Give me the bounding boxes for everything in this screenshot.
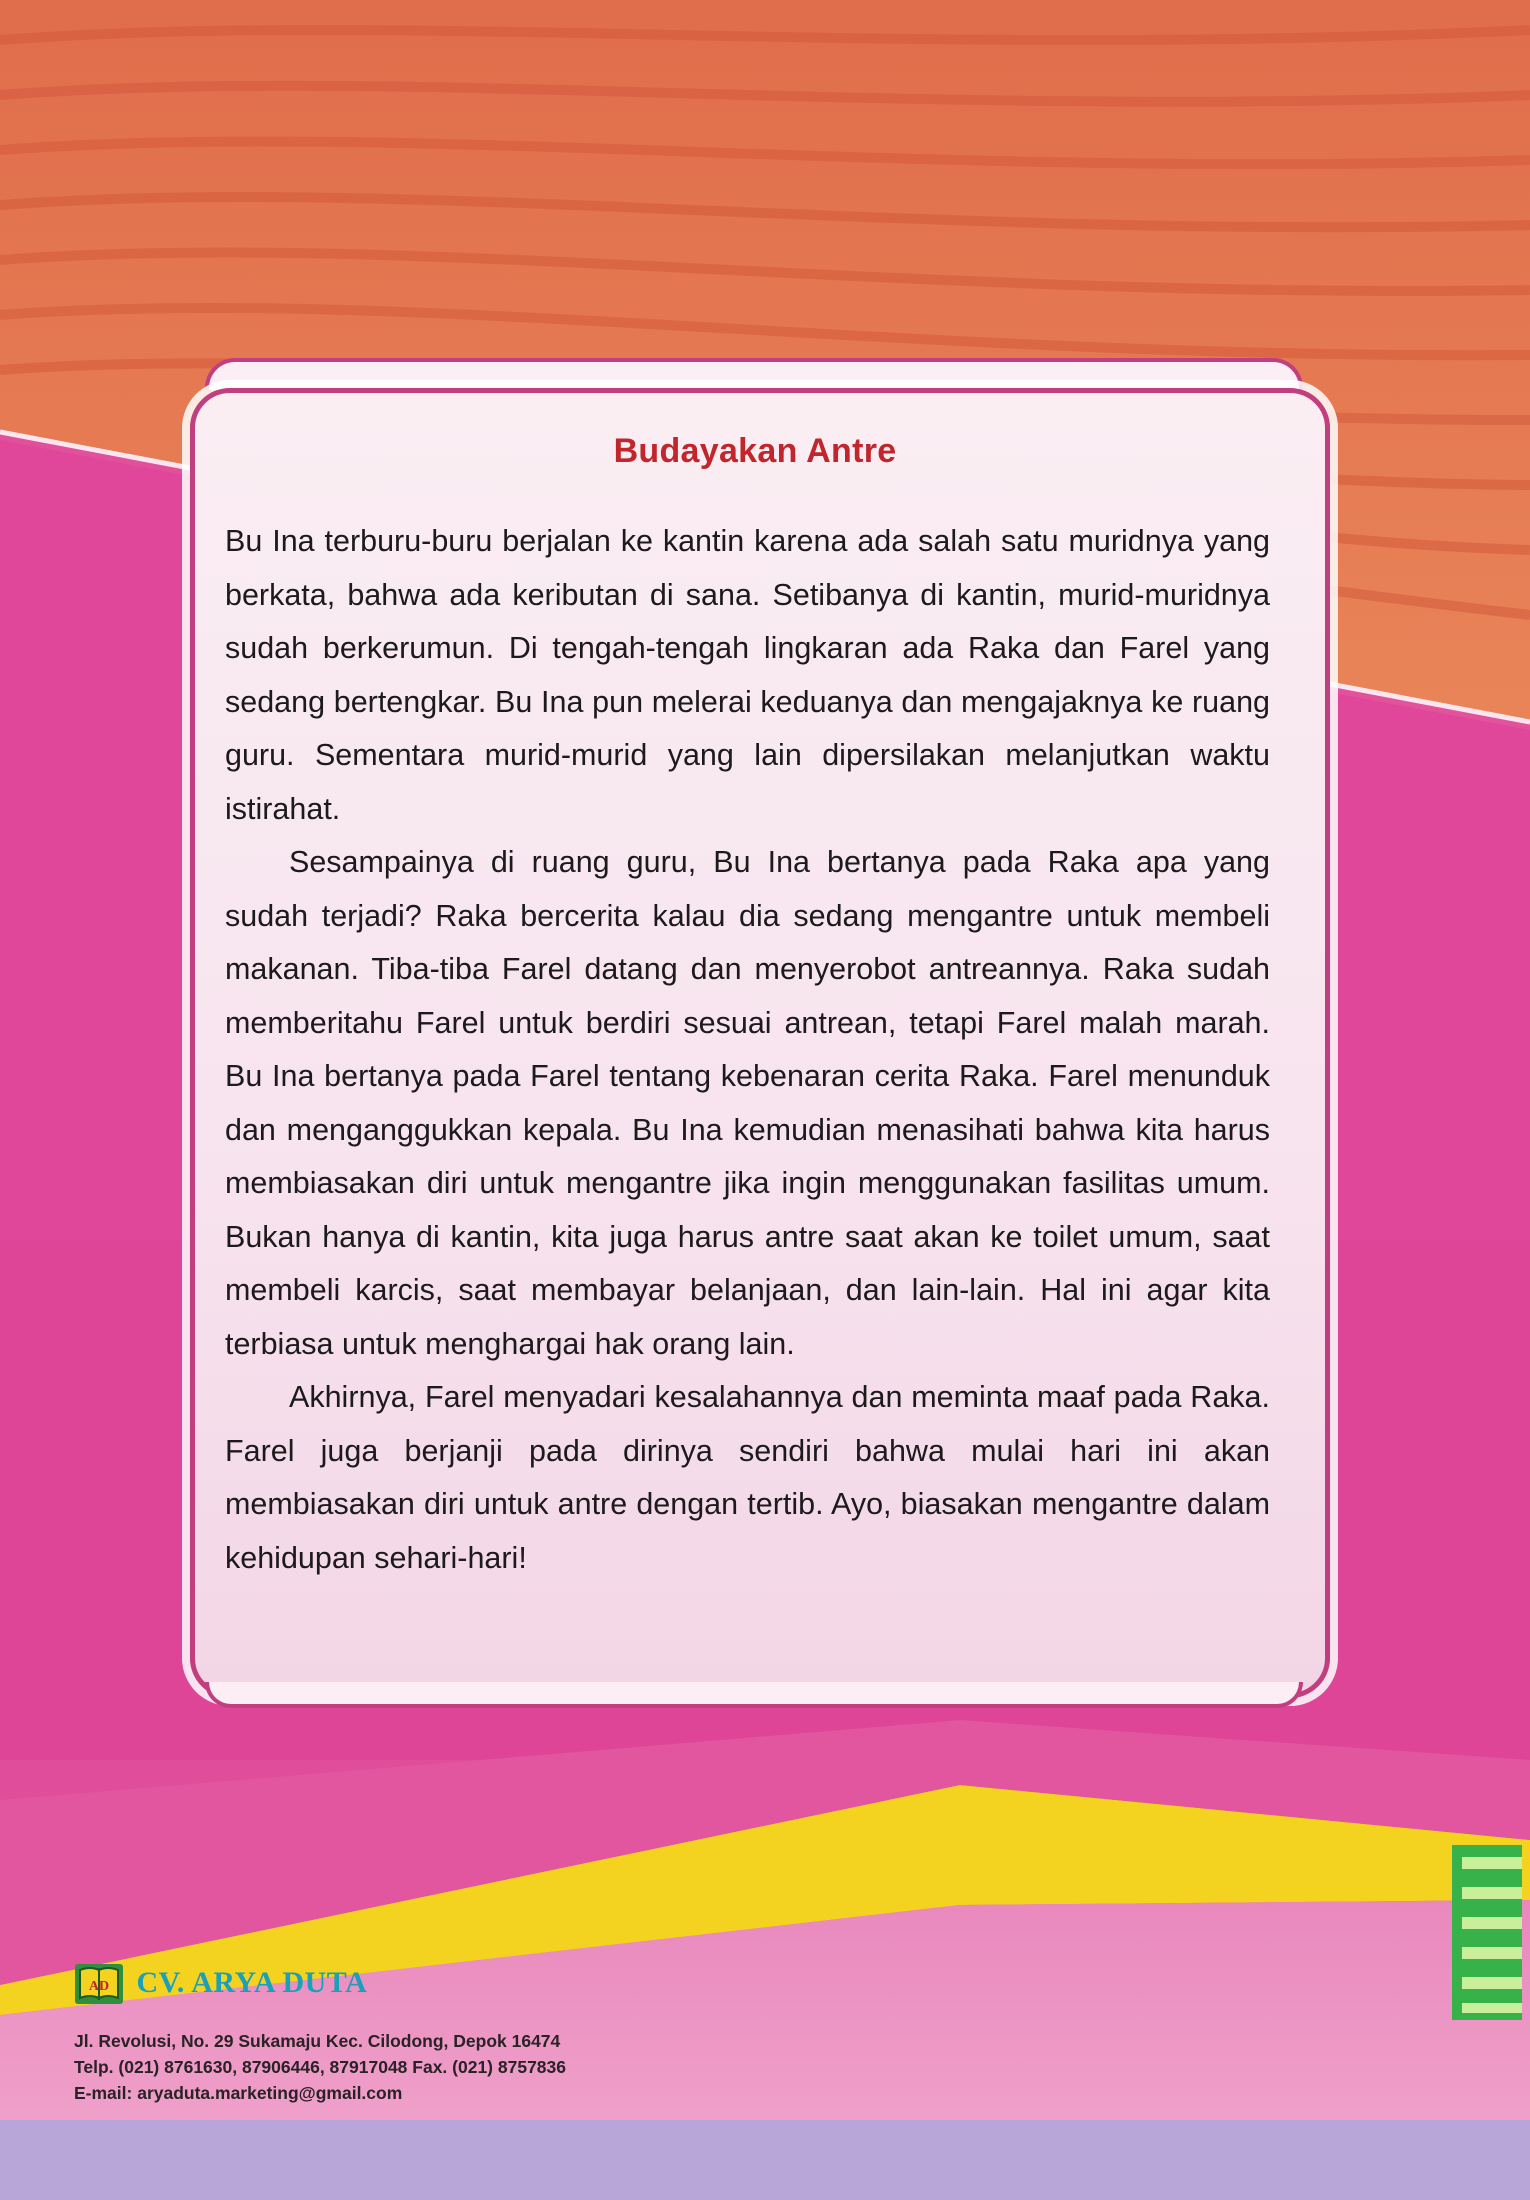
story-title: Budayakan Antre <box>613 432 897 470</box>
publisher-name: CV. ARYA DUTA <box>136 1966 368 1999</box>
publisher-email: E-mail: aryaduta.marketing@gmail.com <box>74 2083 403 2103</box>
publisher-logo-block <box>74 1960 367 2006</box>
green-edge-tab <box>1452 1845 1522 2020</box>
svg-text:AD: AD <box>88 1979 110 1994</box>
panel-top-rim <box>205 358 1303 390</box>
bottom-lavender-strip <box>0 2120 1530 2200</box>
story-body <box>225 515 1270 1585</box>
publisher-phone: Telp. (021) 8761630, 87906446, 87917048 Fax. (021) 8757836 <box>74 2057 566 2077</box>
publisher-address: Jl. Revolusi, No. 29 Sukamaju Kec. Cilodong, Depok 16474 <box>74 2031 561 2051</box>
panel-bottom-rim <box>205 1682 1303 1708</box>
story-paragraph-3: Akhirnya, Farel menyadari kesalahannya dan meminta maaf pada Raka. Farel juga berjanji pada dirinya sendiri bahwa mulai hari ini akan membiasakan diri untuk antre dengan tertib. Ayo, biasakan mengantre dalam kehidupan sehari-hari! <box>225 1380 1270 1575</box>
publisher-info <box>74 2028 566 2106</box>
story-paragraph-1: Bu Ina terburu-buru berjalan ke kantin karena ada salah satu muridnya yang berkata, bahwa ada keributan di sana. Setibanya di kantin, murid-muridnya sudah berkerumun. Di tengah-tengah lingkaran ada Raka dan Farel yang sedang bertengkar. Bu Ina pun melerai keduanya dan mengajaknya ke ruang guru. Sementara murid-murid yang lain dipersilakan melanjutkan waktu istirahat. <box>225 524 1270 826</box>
book-logo-icon <box>74 1960 124 2006</box>
story-paragraph-2: Sesampainya di ruang guru, Bu Ina bertanya pada Raka apa yang sudah terjadi? Raka bercerita kalau dia sedang mengantre untuk membeli makanan. Tiba-tiba Farel datang dan menyerobot antreannya. Raka sudah memberitahu Farel untuk berdiri sesuai antrean, tetapi Farel malah marah. Bu Ina bertanya pada Farel tentang kebenaran cerita Raka. Farel menunduk dan menganggukkan kepala. Bu Ina kemudian menasihati bahwa kita harus membiasakan diri untuk mengantre jika ingin menggunakan fasilitas umum. Bukan hanya di kantin, kita juga harus antre saat akan ke toilet umum, saat membeli karcis, saat membayar belanjaan, dan lain-lain. Hal ini agar kita terbiasa untuk menghargai hak orang lain. <box>225 845 1270 1361</box>
